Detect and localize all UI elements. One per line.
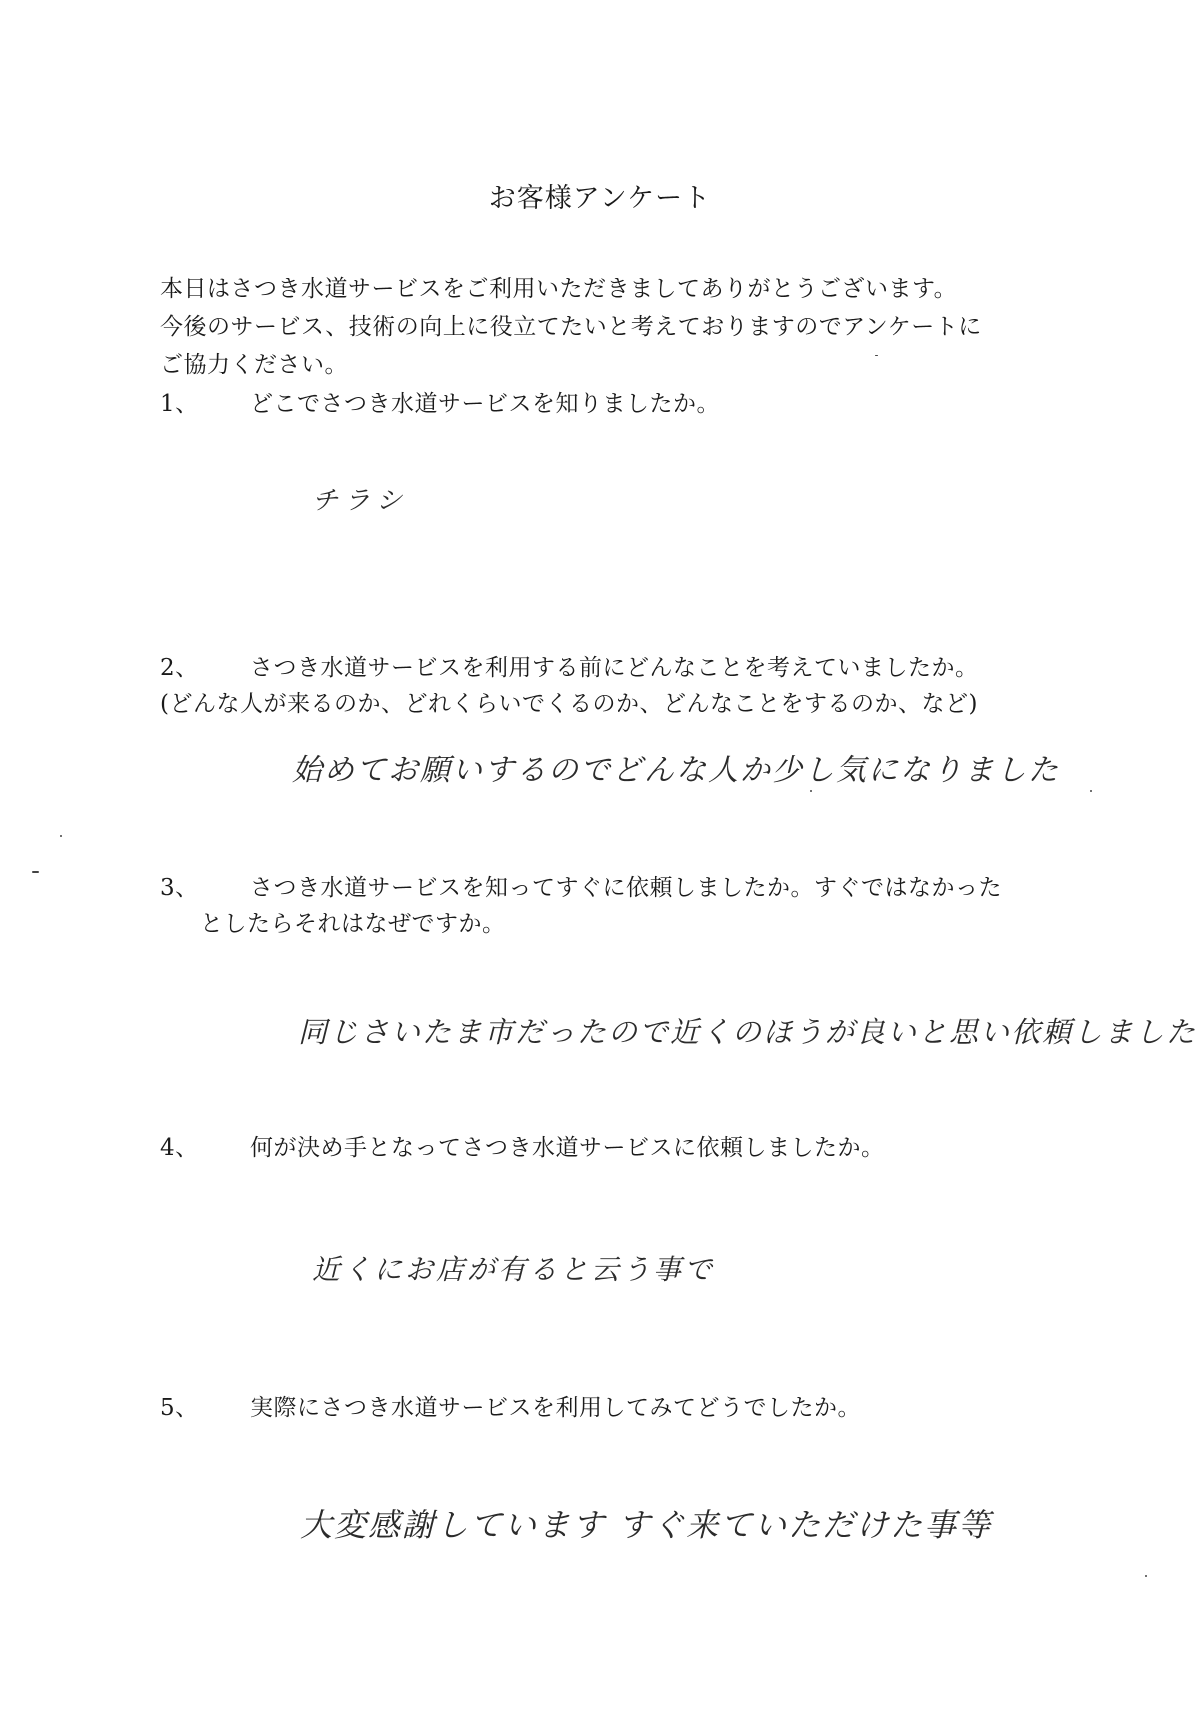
intro-line: 今後のサービス、技術の向上に役立てたいと考えておりますのでアンケートに bbox=[160, 314, 982, 340]
question-text-continued: としたらそれはなぜですか。 bbox=[200, 911, 506, 937]
question-text: 実際にさつき水道サービスを利用してみてどうでしたか。 bbox=[250, 1395, 861, 1421]
scan-speck bbox=[875, 355, 878, 356]
scan-speck bbox=[60, 835, 62, 837]
intro-line: ご協力ください。 bbox=[160, 352, 348, 378]
intro-line: 本日はさつき水道サービスをご利用いただきましてありがとうございます。 bbox=[160, 276, 958, 302]
question-number: 5、 bbox=[160, 1395, 199, 1421]
scan-speck bbox=[32, 871, 39, 873]
question-text: どこでさつき水道サービスを知りましたか。 bbox=[250, 391, 720, 417]
handwritten-answer-1: チラシ bbox=[312, 486, 409, 516]
handwritten-answer-5: 大変感謝しています すぐ来ていただけた事等 bbox=[300, 1506, 993, 1544]
question-number: 3、 bbox=[160, 875, 199, 901]
scan-speck bbox=[810, 790, 812, 792]
handwritten-answer-3: 同じさいたま市だったので近くのほうが良いと思い依頼しました bbox=[298, 1015, 1198, 1049]
question-number: 2、 bbox=[160, 655, 199, 681]
question-text: さつき水道サービスを知ってすぐに依頼しましたか。すぐではなかった bbox=[250, 875, 1002, 901]
scan-speck bbox=[1090, 790, 1092, 792]
scan-speck bbox=[1145, 1575, 1147, 1577]
question-number: 1、 bbox=[160, 391, 199, 417]
question-number: 4、 bbox=[160, 1135, 199, 1161]
question-text: 何が決め手となってさつき水道サービスに依頼しましたか。 bbox=[250, 1135, 885, 1161]
intro-paragraph bbox=[160, 270, 1060, 384]
page-title: お客様アンケート bbox=[488, 183, 712, 214]
question-subtext: (どんな人が来るのか、どれくらいでくるのか、どんなことをするのか、など) bbox=[160, 691, 978, 717]
question-text: さつき水道サービスを利用する前にどんなことを考えていましたか。 bbox=[250, 655, 979, 681]
handwritten-answer-4: 近くにお店が有ると云う事で bbox=[312, 1253, 716, 1286]
handwritten-answer-2: 始めてお願いするのでどんな人か少し気になりました bbox=[292, 753, 1060, 788]
